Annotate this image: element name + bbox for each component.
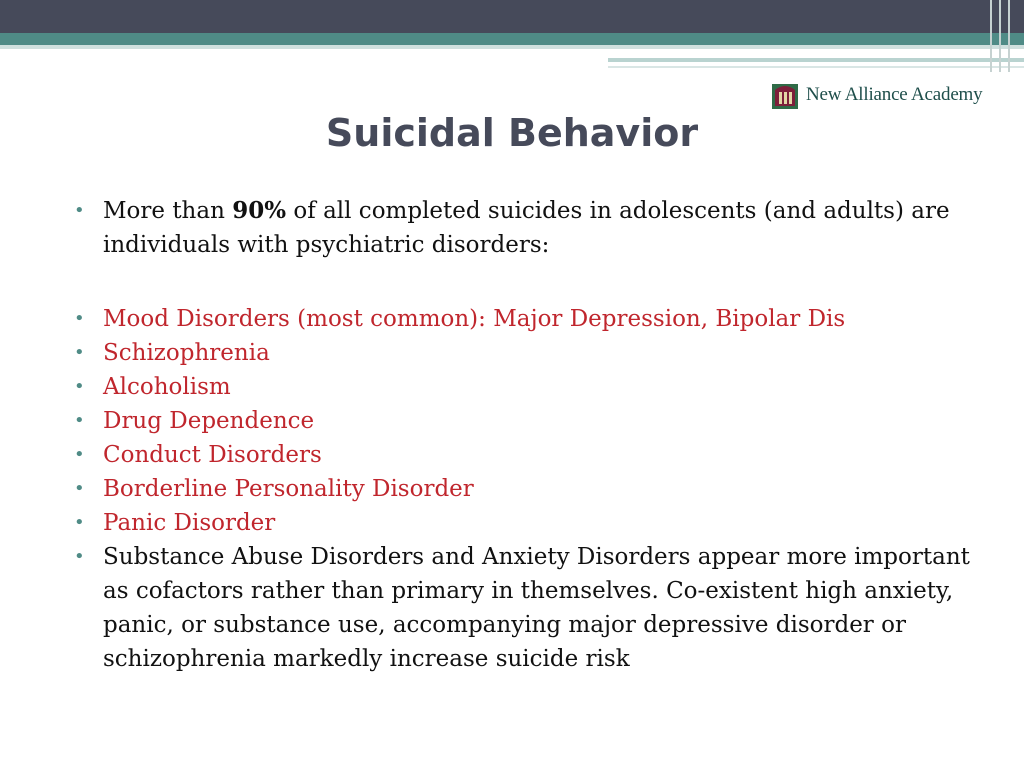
slide-content (72, 194, 972, 676)
intro-text-end: of all completed suicides in adolescents (and adults) are individuals with psychiatric disorders: (103, 198, 950, 258)
building-logo-icon (770, 80, 800, 110)
accent-line (608, 58, 1024, 62)
disorder-bullet: • Panic Disorder (72, 506, 972, 540)
accent-line (608, 66, 1024, 68)
intro-percentage: 90% (232, 197, 287, 224)
top-header-bar (0, 0, 1024, 33)
disorder-bullet: • Schizophrenia (72, 336, 972, 370)
edge-decoration (990, 0, 1018, 72)
disorder-bullet: • Alcoholism (72, 370, 972, 404)
intro-text-start: More than (103, 198, 233, 224)
academy-logo (770, 80, 982, 110)
logo-text: New Alliance Academy (806, 84, 983, 105)
disorder-bullet: • Drug Dependence (72, 404, 972, 438)
disorder-bullet: • Conduct Disorders (72, 438, 972, 472)
intro-bullet (72, 194, 972, 262)
slide-title: Suicidal Behavior (325, 111, 699, 155)
cofactor-bullet: • Substance Abuse Disorders and Anxiety Disorders appear more important as cofactors rather than primary in themselves. Co-existent high anxiety, panic, or substance use, accompanying major depressive disorder or schizophrenia markedly increase suicide risk (72, 540, 972, 676)
disorder-bullet: • Mood Disorders (most common): Major Depression, Bipolar Dis (72, 302, 972, 336)
pale-accent-band (0, 45, 1024, 49)
teal-accent-band (0, 33, 1024, 45)
disorder-bullet: • Borderline Personality Disorder (72, 472, 972, 506)
